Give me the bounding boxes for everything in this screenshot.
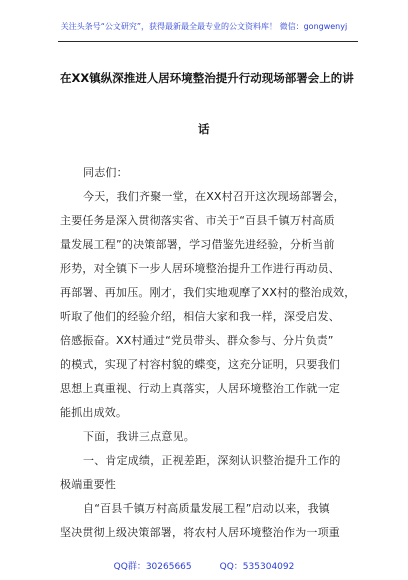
body-line: 同志们： — [83, 166, 128, 179]
body-line: 形势，对全镇下一步人居环境整治提升工作进行再动员、 — [60, 262, 340, 275]
body-line: 的模式，实现了村容村貌的蝶变，这充分证明，只要我们 — [60, 358, 340, 371]
document-title-line-2: 话 — [198, 122, 210, 136]
header-promo-note: 关注头条号“公文研究”，获得最新最全最专业的公文资料库！ 微信：gongwenyj — [60, 22, 348, 31]
body-line: 今天，我们齐聚一堂，在XX村召开这次现场部署会， — [83, 190, 345, 203]
body-line: 倍感振奋。XX村通过“党员带头、群众参与、分片负责” — [60, 334, 334, 347]
body-line: 听取了他们的经验介绍，相信大家和我一样，深受启发、 — [60, 310, 340, 323]
section-heading-line: 一、肯定成绩，正视差距，深刻认识整治提升工作的 — [83, 454, 341, 467]
body-line: 再部署、再加压。刚才，我们实地观摩了XX村的整治成效， — [60, 286, 356, 299]
body-line: 坚决贯彻上级决策部署，将农村人居环境整治作为一项重 — [60, 526, 340, 539]
body-line: 下面，我讲三点意见。 — [83, 430, 195, 443]
footer-qq: QQ：535304092 — [219, 562, 295, 572]
body-line: 量发展工程”的决策部署，学习借鉴先进经验，分析当前 — [60, 238, 335, 251]
section-heading-line: 极端重要性 — [60, 478, 116, 491]
header-divider — [58, 41, 358, 42]
document-title-line-1: 在XX镇纵深推进人居环境整治提升行动现场部署会上的讲 — [60, 71, 354, 85]
body-line: 自“百县千镇万村高质量发展工程”启动以来，我镇 — [83, 502, 330, 515]
footer-contact — [0, 559, 408, 572]
footer-qq-group: QQ群：30265665 — [113, 562, 192, 572]
body-line: 主要任务是深入贯彻落实省、市关于“百县千镇万村高质 — [60, 214, 335, 227]
body-line: 能抓出成效。 — [60, 406, 128, 419]
body-line: 思想上真重视、行动上真落实，人居环境整治工作就一定 — [60, 382, 340, 395]
